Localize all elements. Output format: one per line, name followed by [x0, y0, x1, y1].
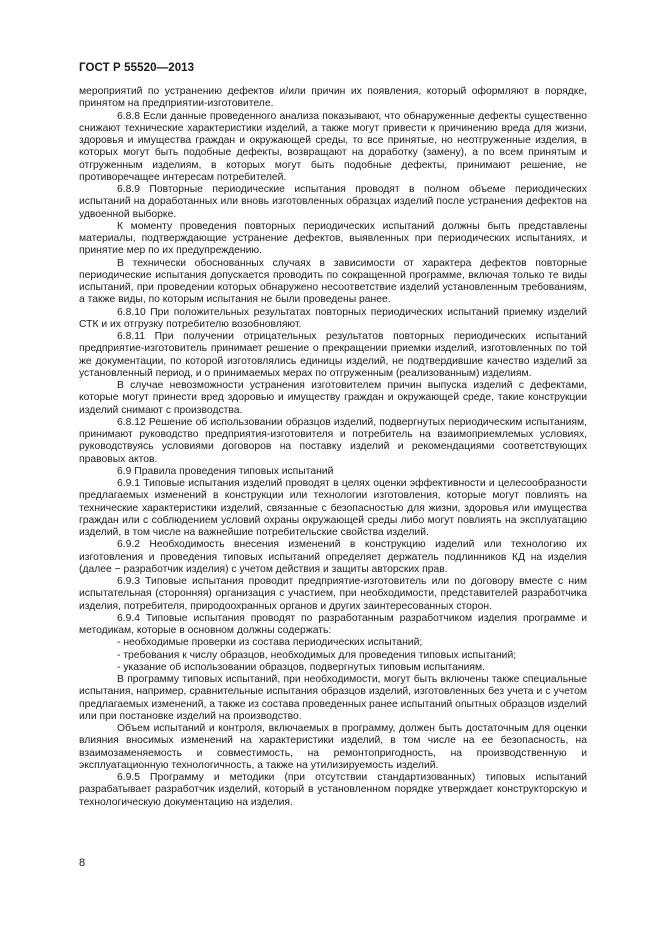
paragraph: 6.9.5 Программу и методики (при отсутствии стандартизованных) типовых испытаний разрабатывает разработчик изделий, который в установленном порядке утверждает конструкторскую и технологическую документацию на изделия.: [79, 772, 587, 808]
paragraph: В технически обоснованных случаях в зависимости от характера дефектов повторные периодические испытания допускается проводить по сокращенной программе, включая только те виды испытаний, при проведении которых обнаружено несоответствие изделий установленным требованиям, а также виды, по которым испытания не были проведены ранее.: [79, 257, 587, 306]
paragraph: Объем испытаний и контроля, включаемых в программу, должен быть достаточным для оценки влияния вносимых изменений на характеристики изделий, в том числе на ее безопасность, на взаимозаменяемость и совместимость, на ремонтопригодность, на производственную и эксплуатационную технологичность, а также на утилизируемость изделий.: [79, 723, 587, 771]
paragraph: К моменту проведения повторных периодических испытаний должны быть представлены материалы, подтверждающие устранение дефектов, выявленных при периодических испытаниях, и принятие мер по их предупреждению.: [79, 220, 587, 257]
section-heading: 6.9 Правила проведения типовых испытаний: [117, 465, 334, 477]
paragraph: 6.8.10 При положительных результатах повторных периодических испытаний приемку изделий СТК и их отгрузку потребителю возобновляют.: [79, 306, 587, 330]
list-item: - указание об использовании образцов, подвергнутых типовым испытаниям.: [117, 661, 485, 673]
list-item: - требования к числу образцов, необходимых для проведения типовых испытаний;: [117, 649, 517, 661]
paragraph: 6.9.4 Типовые испытания проводят по разработанным разработчиком изделия программе и методикам, которые в основном должны содержать:: [79, 612, 587, 636]
paragraph: 6.9.3 Типовые испытания проводит предприятие-изготовитель или по договору вместе с ним испытательная (сторонняя) организация с участием, при необходимости, представителей разработчика изделия, потребителя, природоохранных органов и других заинтересованных сторон.: [79, 576, 587, 612]
paragraph: 6.9.1 Типовые испытания изделий проводят в целях оценки эффективности и целесообразности предлагаемых изменений в конструкции или технологии изготовления, которые могут повлиять на технические характеристики изделий, связанные с безопасностью для жизни, здоровья или имущества граждан или с соблюдением условий охраны окружающей среды либо могут повлиять на эксплуатацию изделий, в том числе на важнейшие потребительские свойства изделий.: [79, 478, 587, 538]
paragraph: 6.8.8 Если данные проведенного анализа показывают, что обнаруженные дефекты существенно снижают технические характеристики изделий, а также могут привести к причинению вреда для жизни, здоровья и имущества граждан и окружающей среды, то все принятые, но неотгруженные изделия, в которых могут быть подобные дефекты, возвращают на доработку (замену), а по всем принятым и отгруженным изделиям, в которых могут быть подобные дефекты, принимают решение, не противоречащее интересам потребителей.: [79, 110, 587, 183]
list-item: - необходимые проверки из состава периодических испытаний;: [117, 637, 423, 649]
paragraph: мероприятий по устранению дефектов и/или причин их появления, который оформляют в порядке, принятом на предприятии-изготовителе.: [79, 86, 587, 110]
paragraph: В программу типовых испытаний, при необходимости, могут быть включены также специальные испытания, например, сравнительные испытания образцов изделий, изготовленных без учета и с учетом предлагаемых изменений, а также из состава проведенных ранее испытаний опытных образцов изделий или при постановке изделий на производство.: [79, 674, 587, 722]
paragraph: В случае невозможности устранения изготовителем причин выпуска изделий с дефектами, которые могут принести вред здоровью и имуществу граждан и окружающей среде, такие конструкции изделий снимают с производства.: [79, 380, 587, 416]
paragraph: 6.8.12 Решение об использовании образцов изделий, подвергнутых периодическим испытаниям, принимают руководство предприятия-изготовителя и потребитель на взаимоприемлемых условиях, руководствуясь условиями договоров на поставку изделий и рекомендациями соответствующих правовых актов.: [79, 416, 587, 465]
paragraph: 6.8.11 При получении отрицательных результатов повторных периодических испытаний предприятие-изготовитель принимает решение о прекращении приемки изделий, изготовленных по той же документации, по которой изготовлялись единицы изделий, не подтвердившие качество изделий за установленный период, и о принимаемых мерах по отгруженным (реализованным) изделиям.: [79, 331, 587, 379]
page-number: 8: [79, 857, 86, 869]
paragraph: 6.8.9 Повторные периодические испытания проводят в полном объеме периодических испытаний на доработанных или вновь изготовленных образцах изделий после устранения дефектов на удвоенной выборке.: [79, 184, 587, 220]
document-body: [79, 86, 587, 809]
paragraph: 6.9.2 Необходимость внесения изменений в конструкцию изделий или технологию их изготовления и проведения типовых испытаний определяет держатель подлинников КД на изделия (далее − разработчик изделия) с учетом действия и защиты авторских прав.: [79, 539, 587, 575]
document-header: ГОСТ Р 55520—2013: [79, 62, 195, 74]
